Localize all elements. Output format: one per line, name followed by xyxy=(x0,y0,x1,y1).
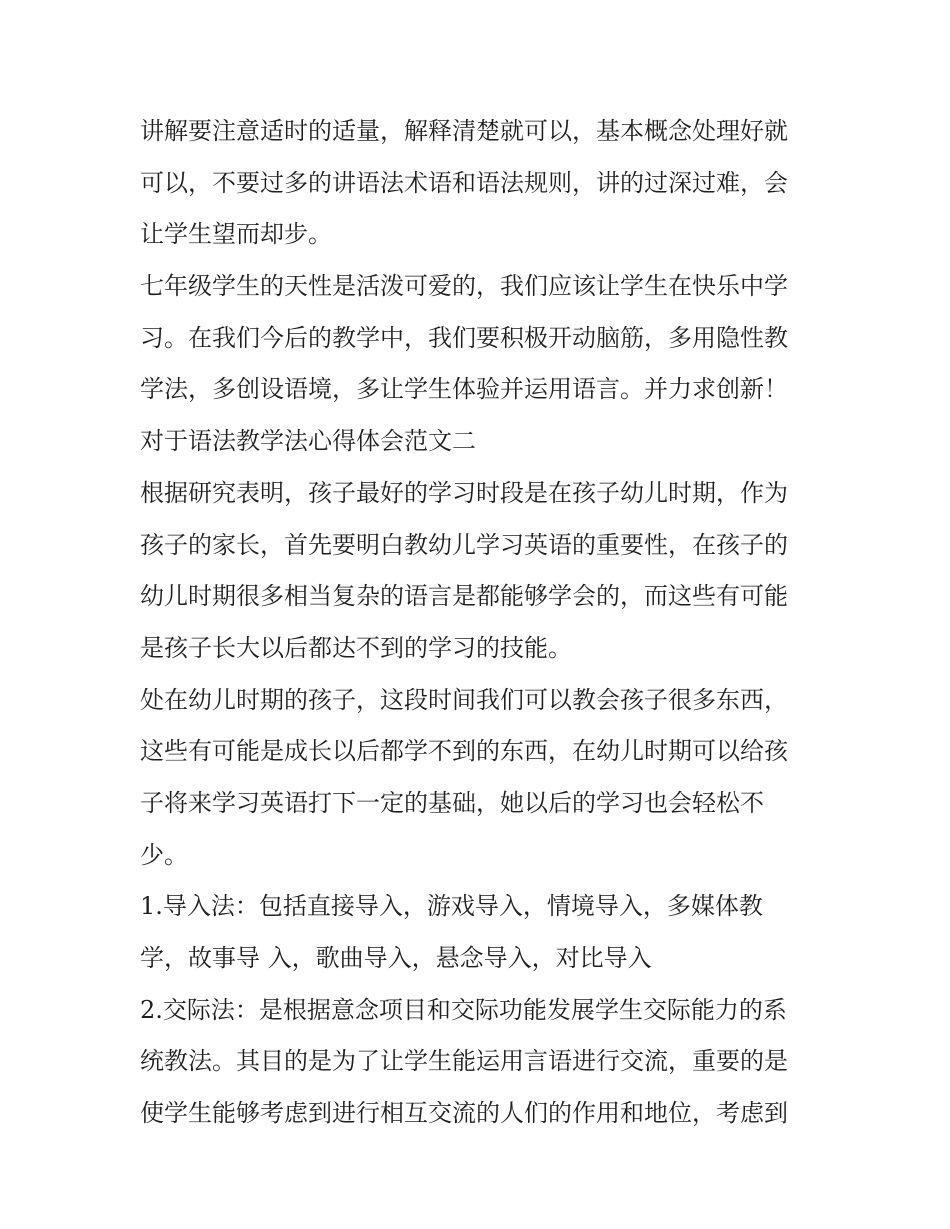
paragraph-early-childhood xyxy=(140,675,820,882)
text-line: 学，故事导 入，歌曲导入，悬念导入，对比导入 xyxy=(140,944,652,972)
paragraph-grammar-explanation xyxy=(140,106,820,261)
section-heading xyxy=(140,416,820,468)
paragraph-research xyxy=(140,468,820,675)
list-item-introduction-method xyxy=(140,881,820,984)
text-line: 根据研究表明，孩子最好的学习时段是在孩子幼儿时期，作为 xyxy=(140,478,788,507)
text-line: 统教法。其目的是为了让学生能运用言语进行交流，重要的是 xyxy=(140,1047,788,1076)
text-line: 少。 xyxy=(140,840,188,869)
text-line: 七年级学生的天性是活泼可爱的，我们应该让学生在快乐中学 xyxy=(140,272,788,301)
paragraph-grade-seven xyxy=(140,261,820,416)
text-line: 处在幼儿时期的孩子，这段时间我们可以教会孩子很多东西， xyxy=(140,685,788,714)
text-line: 孩子的家长，首先要明白教幼儿学习英语的重要性，在孩子的 xyxy=(140,530,788,559)
list-item-communicative-method xyxy=(140,985,820,1140)
text-line: 可以，不要过多的讲语法术语和语法规则，讲的过深过难，会 xyxy=(140,168,788,197)
text-line: 这些有可能是成长以后都学不到的东西，在幼儿时期可以给孩 xyxy=(140,737,788,766)
text-line: 让学生望而却步。 xyxy=(140,220,332,249)
text-line: 习。在我们今后的教学中，我们要积极开动脑筋，多用隐性教 xyxy=(140,323,788,352)
text-line: 是孩子长大以后都达不到的学习的技能。 xyxy=(140,633,572,662)
text-line: 2.交际法：是根据意念项目和交际功能发展学生交际能力的系 xyxy=(140,995,787,1024)
document-page xyxy=(140,106,820,1140)
text-line: 讲解要注意适时的适量，解释清楚就可以，基本概念处理好就 xyxy=(140,117,788,145)
text-line: 学法，多创设语境，多让学生体验并运用语言。并力求创新！ xyxy=(140,375,788,404)
text-line: 使学生能够考虑到进行相互交流的人们的作用和地位，考虑到 xyxy=(140,1099,788,1128)
text-line: 1.导入法：包括直接导入，游戏导入，情境导入，多媒体教 xyxy=(140,892,763,921)
heading-line: 对于语法教学法心得体会范文二 xyxy=(140,427,476,456)
text-line: 子将来学习英语打下一定的基础，她以后的学习也会轻松不 xyxy=(140,788,764,817)
text-line: 幼儿时期很多相当复杂的语言是都能够学会的，而这些有可能 xyxy=(140,582,788,611)
